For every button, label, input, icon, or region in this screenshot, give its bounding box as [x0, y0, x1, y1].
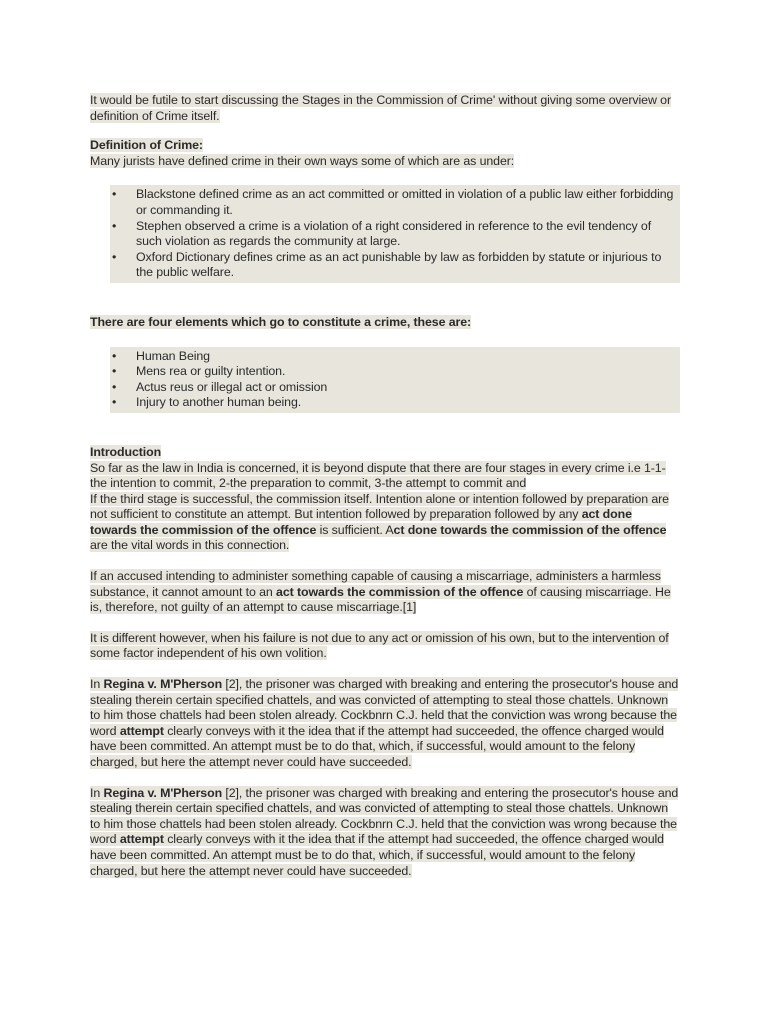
regina-paragraph-2: In Regina v. M'Pherson [2], the prisoner was charged with breaking and entering the prosecutor's house and stealing therein certain specified chattels, and was convicted of attempting to steal those chattels. Unknown to him those chattels had been stolen already. Cockbnrn C.J. held that the conviction was wrong because the word attempt clearly conveys with it the idea that if the attempt had succeeded, the offence charged would have been committed. An attempt must be to do that, which, if successful, would amount to the felony charged, but here the attempt never could have succeeded.: [90, 785, 679, 878]
bullet-icon: •: [112, 395, 117, 410]
regina-paragraph-1: In Regina v. M'Pherson [2], the prisoner was charged with breaking and entering the prosecutor's house and stealing therein certain specified chattels, and was convicted of attempting to steal those chattels. Unknown to him those chattels had been stolen already. Cockbnrn C.J. held that the conviction was wrong because the word attempt clearly conveys with it the idea that if the attempt had succeeded, the offence charged would have been committed. An attempt must be to do that, which, if successful, would amount to the felony charged, but here the attempt never could have succeeded.: [90, 677, 679, 769]
list-item: • Stephen observed a crime is a violation of a right considered in reference to the evil tendency of such violation as regards the community at large.: [112, 218, 652, 249]
elements-heading: There are four elements which go to constitute a crime, these are:: [90, 314, 472, 329]
elements-list: [110, 349, 680, 411]
intro-paragraph: It would be futile to start discussing the Stages in the Commission of Crime' without giving some overview or definition of Crime itself.: [90, 93, 671, 123]
list-item: • Oxford Dictionary defines crime as an act punishable by law as forbidden by statute or injurious to the public welfare.: [112, 249, 662, 280]
bullet-icon: •: [112, 364, 117, 379]
bullet-icon: •: [112, 348, 117, 363]
introduction-paragraph-3: It is different however, when his failure is not due to any act or omission of his own, but to the intervention of some factor independent of his own volition.: [90, 630, 669, 661]
bullet-icon: •: [112, 379, 117, 394]
introduction-heading: Introduction: [90, 444, 162, 459]
bullet-icon: •: [112, 187, 117, 202]
introduction-paragraph-2: If an accused intending to administer something capable of causing a miscarriage, administers a harmless substance, it cannot amount to an act towards the commission of the offence of causing miscarriage. He is, therefore, not guilty of an attempt to cause miscarriage.[1]: [90, 569, 671, 615]
definition-lead: Many jurists have defined crime in their own ways some of which are as under:: [90, 153, 515, 168]
list-item: • Blackstone defined crime as an act committed or omitted in violation of a public law either forbidding or commanding it.: [112, 187, 674, 217]
definition-heading: Definition of Crime:: [90, 138, 203, 153]
definition-list-block: [110, 185, 680, 283]
introduction-paragraph-1: So far as the law in India is concerned, it is beyond dispute that there are four stages in every crime i.e 1-1-the intention to commit, 2-the preparation to commit, 3-the attempt to commit and If the third stage is successful, the commission itself. Intention alone or intention followed by preparation are not sufficient to constitute an attempt. But intention followed by preparation followed by any act done towards the commission of the offence is sufficient. Act done towards the commission of the offence are the vital words in this connection.: [90, 460, 669, 553]
bullet-icon: •: [112, 249, 117, 264]
list-item: • Actus reus or illegal act or omission: [112, 379, 328, 394]
bullet-icon: •: [112, 218, 117, 233]
list-item: • Human Being: [112, 348, 210, 363]
elements-list-block: [110, 347, 680, 413]
definition-list: [110, 187, 680, 281]
list-item: • Mens rea or guilty intention.: [112, 364, 286, 379]
list-item: • Injury to another human being.: [112, 395, 302, 410]
document-page: [90, 93, 680, 879]
